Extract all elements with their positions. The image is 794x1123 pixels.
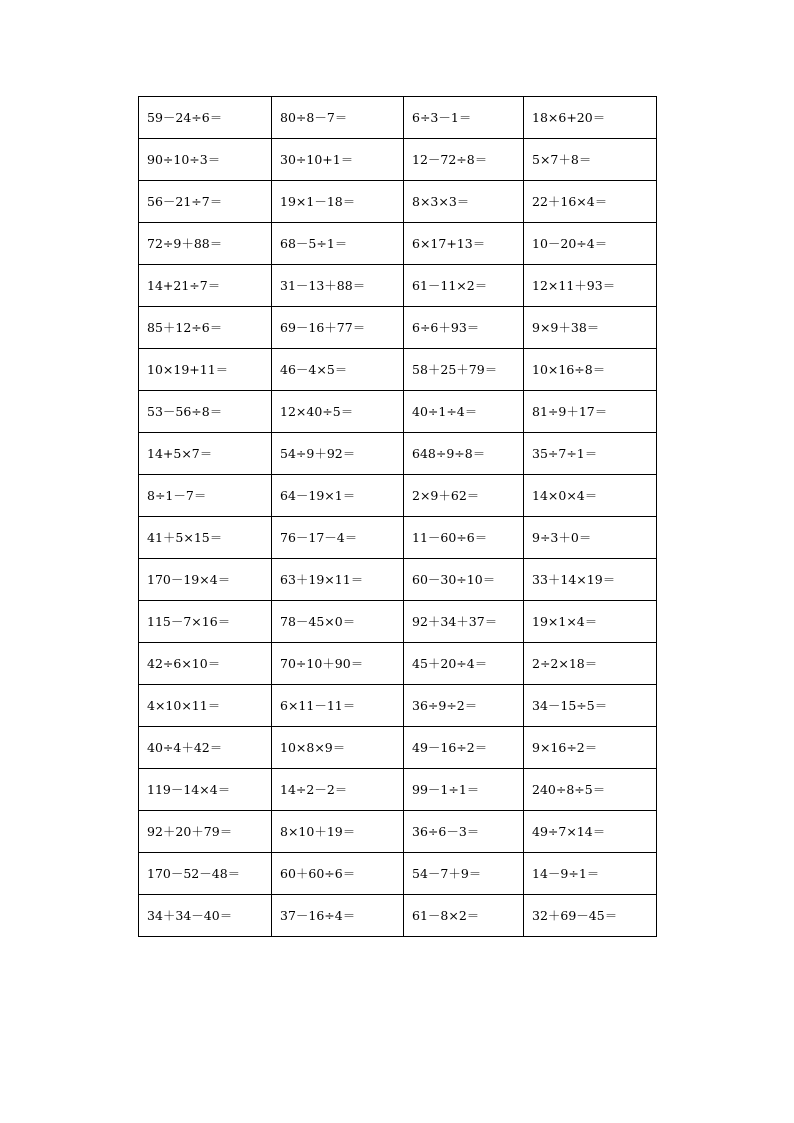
math-problem-cell: 42÷6×10＝ [139, 643, 272, 685]
table-row [139, 853, 657, 895]
table-row [139, 895, 657, 937]
math-problem-cell: 34＋34－40＝ [139, 895, 272, 937]
math-problem-cell: 58＋25＋79＝ [404, 349, 524, 391]
table-row [139, 643, 657, 685]
table-row [139, 223, 657, 265]
math-problem-cell: 78－45×0＝ [272, 601, 404, 643]
math-problem-cell: 32＋69－45＝ [524, 895, 657, 937]
math-problem-cell: 80÷8－7＝ [272, 97, 404, 139]
math-problem-cell: 64－19×1＝ [272, 475, 404, 517]
math-problem-cell: 12×11＋93＝ [524, 265, 657, 307]
table-row [139, 559, 657, 601]
table-row [139, 97, 657, 139]
math-problem-cell: 36÷6－3＝ [404, 811, 524, 853]
math-problem-cell: 2×9＋62＝ [404, 475, 524, 517]
math-problem-cell: 85＋12÷6＝ [139, 307, 272, 349]
math-problem-cell: 6×17+13＝ [404, 223, 524, 265]
math-problem-cell: 12×40÷5＝ [272, 391, 404, 433]
math-problem-cell: 60＋60÷6＝ [272, 853, 404, 895]
math-problem-cell: 19×1－18＝ [272, 181, 404, 223]
math-problem-cell: 170－52－48＝ [139, 853, 272, 895]
math-problem-cell: 70÷10＋90＝ [272, 643, 404, 685]
math-problem-cell: 41＋5×15＝ [139, 517, 272, 559]
math-problem-cell: 72÷9＋88＝ [139, 223, 272, 265]
math-problem-cell: 90÷10÷3＝ [139, 139, 272, 181]
table-row [139, 139, 657, 181]
math-problem-cell: 92＋34＋37＝ [404, 601, 524, 643]
math-problem-cell: 53－56÷8＝ [139, 391, 272, 433]
table-row [139, 349, 657, 391]
math-problem-cell: 37－16÷4＝ [272, 895, 404, 937]
math-problem-cell: 60－30÷10＝ [404, 559, 524, 601]
table-row [139, 517, 657, 559]
math-problem-cell: 49－16÷2＝ [404, 727, 524, 769]
math-problem-cell: 9×16÷2＝ [524, 727, 657, 769]
math-problem-cell: 240÷8÷5＝ [524, 769, 657, 811]
math-problem-cell: 8÷1－7＝ [139, 475, 272, 517]
math-problem-cell: 11－60÷6＝ [404, 517, 524, 559]
math-problem-cell: 69－16＋77＝ [272, 307, 404, 349]
math-problem-cell: 54－7＋9＝ [404, 853, 524, 895]
math-problem-cell: 14×0×4＝ [524, 475, 657, 517]
math-problem-cell: 12－72÷8＝ [404, 139, 524, 181]
math-problem-cell: 115－7×16＝ [139, 601, 272, 643]
math-problem-cell: 68－5÷1＝ [272, 223, 404, 265]
math-problem-cell: 2÷2×18＝ [524, 643, 657, 685]
math-problem-cell: 18×6+20＝ [524, 97, 657, 139]
math-problem-cell: 14+21÷7＝ [139, 265, 272, 307]
math-problem-cell: 22＋16×4＝ [524, 181, 657, 223]
table-row [139, 391, 657, 433]
math-problem-cell: 54÷9＋92＝ [272, 433, 404, 475]
math-problem-cell: 81÷9＋17＝ [524, 391, 657, 433]
math-problem-cell: 9×9＋38＝ [524, 307, 657, 349]
math-problem-cell: 76－17－4＝ [272, 517, 404, 559]
math-problem-cell: 9÷3＋0＝ [524, 517, 657, 559]
table-row [139, 811, 657, 853]
math-problem-cell: 10×16÷8＝ [524, 349, 657, 391]
math-problem-cell: 170－19×4＝ [139, 559, 272, 601]
math-problem-cell: 35÷7÷1＝ [524, 433, 657, 475]
math-problem-cell: 59－24÷6＝ [139, 97, 272, 139]
math-problem-cell: 8×3×3＝ [404, 181, 524, 223]
math-problem-cell: 10－20÷4＝ [524, 223, 657, 265]
math-problem-cell: 61－8×2＝ [404, 895, 524, 937]
math-problem-cell: 5×7＋8＝ [524, 139, 657, 181]
math-problem-cell: 40÷4＋42＝ [139, 727, 272, 769]
table-row [139, 601, 657, 643]
math-problem-cell: 99－1÷1＝ [404, 769, 524, 811]
math-problem-cell: 63＋19×11＝ [272, 559, 404, 601]
math-problem-cell: 10×19+11＝ [139, 349, 272, 391]
table-row [139, 265, 657, 307]
math-problem-cell: 14+5×7＝ [139, 433, 272, 475]
math-problem-cell: 14－9÷1＝ [524, 853, 657, 895]
math-problem-cell: 30÷10+1＝ [272, 139, 404, 181]
arithmetic-worksheet-table [138, 96, 657, 937]
math-problem-cell: 36÷9÷2＝ [404, 685, 524, 727]
math-problem-cell: 6×11－11＝ [272, 685, 404, 727]
math-problem-cell: 49÷7×14＝ [524, 811, 657, 853]
math-problem-cell: 61－11×2＝ [404, 265, 524, 307]
math-problem-cell: 6÷3－1＝ [404, 97, 524, 139]
table-row [139, 727, 657, 769]
math-problem-cell: 31－13＋88＝ [272, 265, 404, 307]
table-row [139, 685, 657, 727]
table-row [139, 307, 657, 349]
math-problem-cell: 8×10＋19＝ [272, 811, 404, 853]
math-problem-cell: 33＋14×19＝ [524, 559, 657, 601]
table-row [139, 433, 657, 475]
table-row [139, 769, 657, 811]
math-problem-cell: 119－14×4＝ [139, 769, 272, 811]
math-problem-cell: 19×1×4＝ [524, 601, 657, 643]
math-problem-cell: 4×10×11＝ [139, 685, 272, 727]
table-row [139, 475, 657, 517]
math-problem-cell: 6÷6＋93＝ [404, 307, 524, 349]
math-problem-cell: 10×8×9＝ [272, 727, 404, 769]
math-problem-cell: 40÷1÷4＝ [404, 391, 524, 433]
math-problem-cell: 56－21÷7＝ [139, 181, 272, 223]
math-problem-cell: 34－15÷5＝ [524, 685, 657, 727]
math-problem-cell: 92＋20＋79＝ [139, 811, 272, 853]
math-problem-cell: 45＋20÷4＝ [404, 643, 524, 685]
worksheet-table-body [139, 97, 657, 937]
math-problem-cell: 14÷2－2＝ [272, 769, 404, 811]
table-row [139, 181, 657, 223]
math-problem-cell: 46－4×5＝ [272, 349, 404, 391]
math-problem-cell: 648÷9÷8＝ [404, 433, 524, 475]
